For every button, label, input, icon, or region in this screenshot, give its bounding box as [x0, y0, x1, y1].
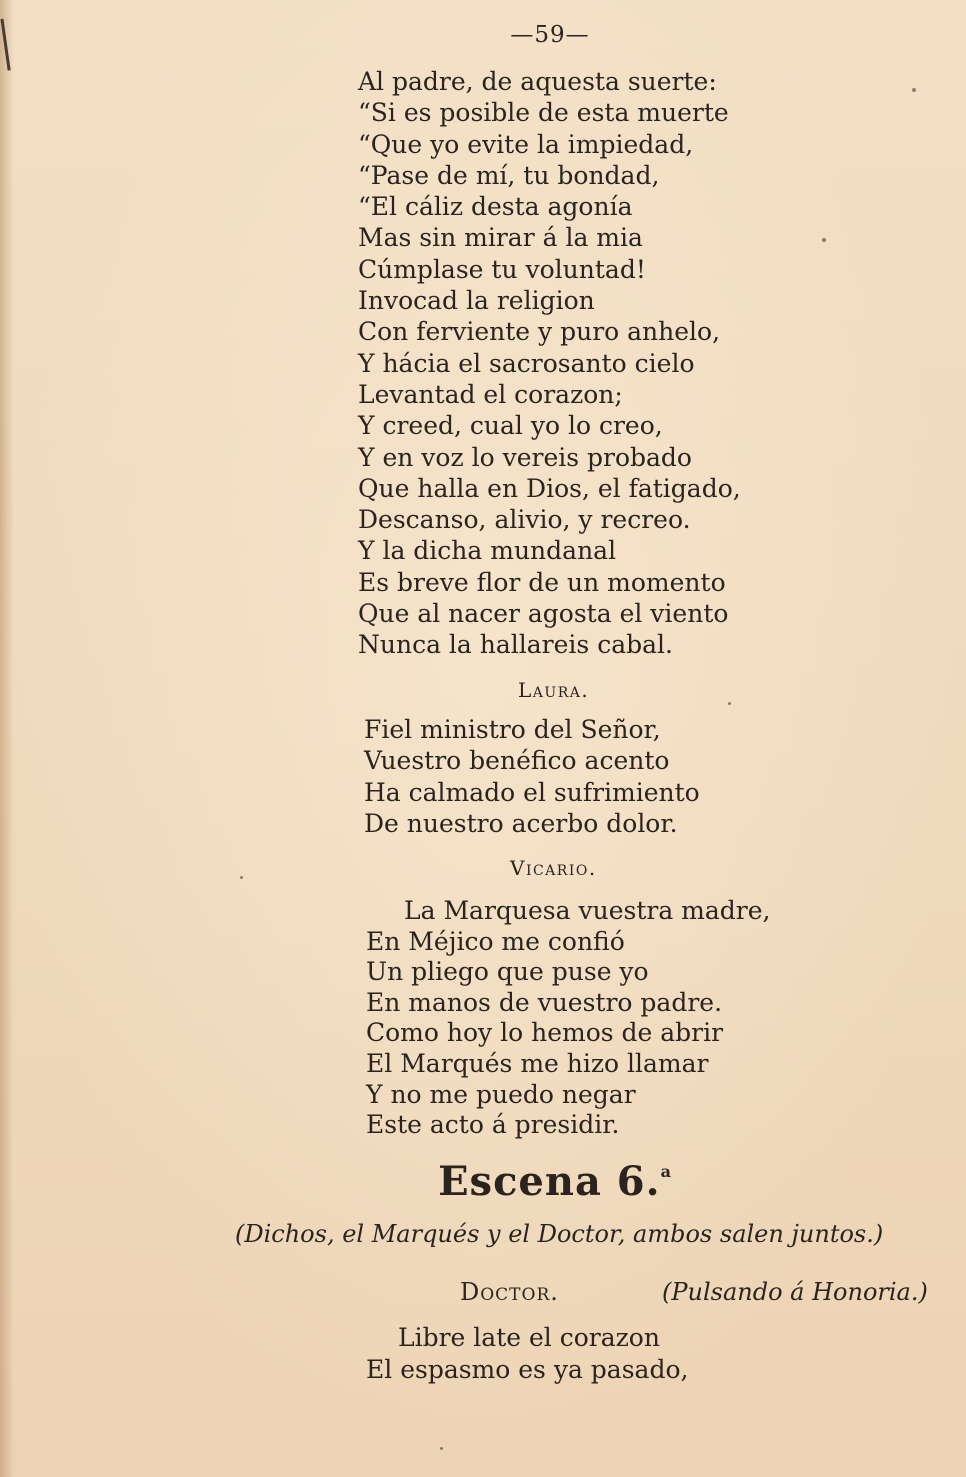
verse-line: Cúmplase tu voluntad! — [358, 254, 646, 284]
verse-line: “Pase de mí, tu bondad, — [358, 160, 660, 190]
verse-line: Y no me puedo negar — [366, 1079, 636, 1109]
verse-line: Y la dicha mundanal — [358, 536, 617, 566]
verse-line: Levantad el corazon; — [358, 379, 623, 409]
verse-line: En manos de vuestro padre. — [366, 987, 723, 1017]
verse-line: Fiel ministro del Señor, — [364, 715, 661, 744]
ink-speck — [240, 876, 243, 879]
scene-title-superscript: a — [660, 1162, 672, 1181]
verse-block-main — [358, 66, 741, 661]
verse-block-doctor — [366, 1322, 688, 1386]
verse-line: Descanso, alivio, y recreo. — [358, 505, 691, 535]
ink-speck — [440, 1447, 443, 1450]
verse-line: “Si es posible de esta muerte — [358, 98, 729, 128]
verse-line: Es breve flor de un momento — [358, 567, 726, 597]
verse-line: Un pliego que puse yo — [366, 957, 649, 987]
verse-line: En Méjico me confió — [366, 926, 625, 956]
verse-line: Y hácia el sacrosanto cielo — [358, 348, 695, 378]
doctor-speaker-line — [460, 1278, 950, 1306]
ink-speck — [912, 88, 916, 92]
verse-line: Y creed, cual yo lo creo, — [358, 411, 663, 441]
verse-line: Con ferviente y puro anhelo, — [358, 317, 721, 347]
page-number: —59— — [510, 22, 590, 48]
verse-line: Mas sin mirar á la mia — [358, 223, 643, 253]
verse-line: Que al nacer agosta el viento — [358, 599, 729, 629]
verse-line: La Marquesa vuestra madre, — [404, 896, 771, 925]
doctor-aside: (Pulsando á Honoria.) — [662, 1278, 928, 1306]
verse-line: De nuestro acerbo dolor. — [364, 808, 678, 838]
ink-speck — [728, 702, 731, 705]
page-edge-shadow — [0, 0, 14, 1477]
verse-line: Libre late el corazon — [398, 1323, 660, 1352]
verse-line: Nunca la hallareis cabal. — [358, 630, 673, 660]
verse-block-laura — [364, 714, 700, 839]
stage-direction: (Dichos, el Marqués y el Doctor, ambos salen juntos.) — [235, 1220, 884, 1248]
verse-line: El Marqués me hizo llamar — [366, 1048, 709, 1078]
verse-block-vicario — [366, 896, 771, 1141]
speaker-laura: Laura. — [518, 678, 590, 702]
verse-line: Vuestro benéfico acento — [364, 746, 670, 776]
verse-line: Al padre, de aquesta suerte: — [358, 67, 717, 96]
scene-title-text: Escena 6. — [438, 1158, 661, 1205]
verse-line: Y en voz lo vereis probado — [358, 442, 692, 472]
verse-line: El espasmo es ya pasado, — [366, 1355, 689, 1384]
verse-line: “Que yo evite la impiedad, — [358, 129, 694, 159]
speaker-doctor: Doctor. — [460, 1278, 559, 1306]
ink-speck — [822, 238, 826, 242]
verse-line: “El cáliz desta agonía — [358, 192, 633, 222]
verse-line: Este acto á presidir. — [366, 1110, 620, 1140]
verse-line: Ha calmado el sufrimiento — [364, 777, 700, 807]
verse-line: Como hoy lo hemos de abrir — [366, 1018, 724, 1048]
verse-line: Que halla en Dios, el fatigado, — [358, 473, 741, 503]
verse-line: Invocad la religion — [358, 286, 595, 316]
speaker-vicario: Vicario. — [510, 856, 597, 880]
scene-title — [0, 1158, 966, 1205]
